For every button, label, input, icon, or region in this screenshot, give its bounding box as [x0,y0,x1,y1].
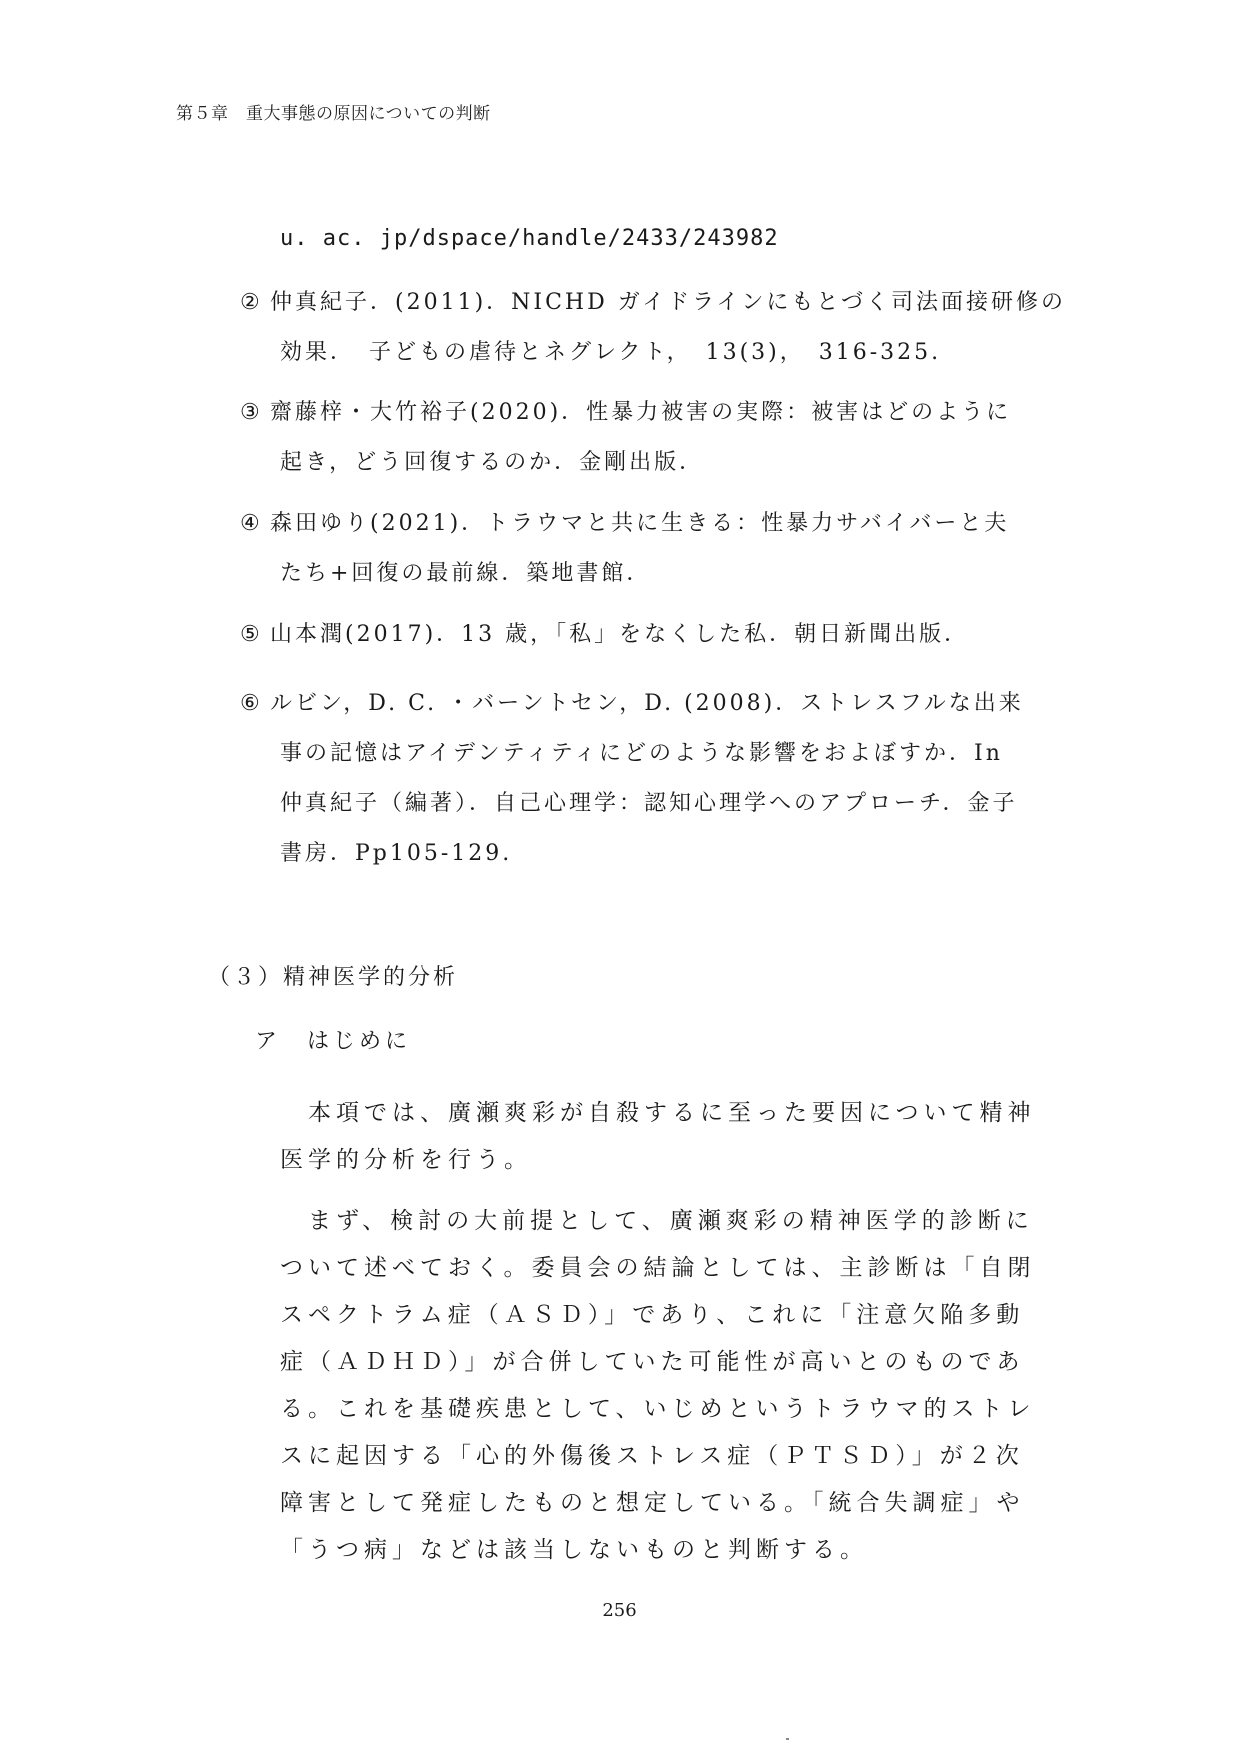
scan-speck [786,1738,789,1740]
reference-item-6-line2: 事の記憶はアイデンティティにどのような影響をおよぼすか．In [280,741,1003,766]
reference-item-2-line1 [240,292,1066,314]
reference-item-6-line3: 仲真紀子（編著）．自己心理学：認知心理学へのアプローチ．金子 [280,791,1018,816]
reference-item-3-line1 [240,402,1011,424]
reference-text: 森田ゆり(2021)．トラウマと共に生きる：性暴力サバイバーと夫 [270,511,1010,536]
paragraph-intro: 本項では、廣瀬爽彩が自殺するに至った要因について精神医学的分析を行う。 [280,1100,1036,1173]
reference-item-6-line4: 書房．Pp105-129. [280,841,513,866]
reference-url-continuation: u. ac. jp/dspace/handle/2433/243982 [280,226,779,251]
paragraph-diagnosis: まず、検討の大前提として、廣瀬爽彩の精神医学的診断について述べておく。委員会の結論としては、主診断は「自閉スペクトラム症（ＡＳＤ）」であり、これに「注意欠陥多動症（ＡＤＨＤ）」が合併していた可能性が高いとのものである。これを基礎疾患として、いじめというトラウマ的ストレスに起因する「心的外傷後ストレス症（ＰＴＳＤ）」が２次障害として発症したものと想定している。「統合失調症」や「うつ病」などは該当しないものと判断する。 [280,1208,1036,1563]
chapter-header: 第５章 重大事態の原因についての判断 [176,104,491,124]
reference-item-3-line2: 起き，どう回復するのか．金剛出版． [280,450,705,475]
subsection-title: ア はじめに [255,1029,412,1054]
reference-item-2-line2: 効果． 子どもの虐待とネグレクト， 13(3)， 316-325. [280,340,942,365]
reference-item-4-line1 [240,513,1009,535]
reference-number: ② [240,290,263,315]
reference-text: 山本潤(2017)．13 歳，「私」をなくした私．朝日新聞出版． [270,622,970,647]
section-title: （３）精神医学的分析 [208,965,459,990]
reference-item-4-line2: たち+回復の最前線．築地書館． [280,561,652,586]
reference-text: 齋藤梓・大竹裕子(2020)．性暴力被害の実際：被害はどのように [270,400,1012,425]
reference-item-5-line1 [240,624,969,646]
reference-number: ③ [240,400,263,425]
reference-number: ⑥ [240,691,263,716]
reference-number: ⑤ [240,622,263,647]
reference-text: ルビン，D. C. ・バーントセン，D. (2008)．ストレスフルな出来 [270,691,1024,716]
reference-number: ④ [240,511,263,536]
page-number: 256 [602,1600,637,1621]
reference-text: 仲真紀子．(2011)．NICHD ガイドラインにもとづく司法面接研修の [270,290,1066,315]
reference-item-6-line1 [240,693,1024,715]
